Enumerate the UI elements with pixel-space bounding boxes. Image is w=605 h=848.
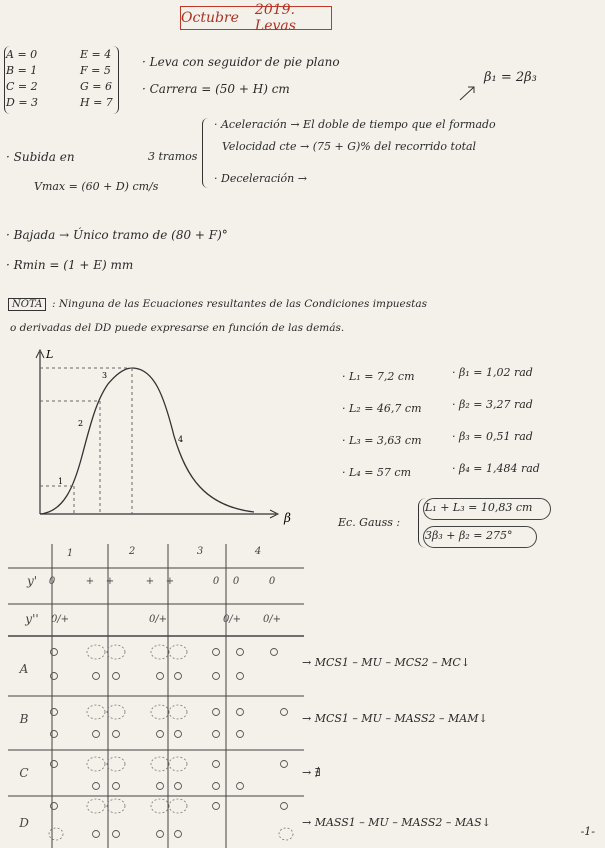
row-header-d: D bbox=[19, 816, 29, 830]
variable-b: B = 1 bbox=[6, 64, 38, 77]
segment-label-2: 2 bbox=[78, 419, 84, 428]
variable-f: F = 5 bbox=[80, 64, 111, 77]
rise-deceleration: · Deceleración → bbox=[214, 172, 307, 185]
y1-cell: 0 bbox=[48, 576, 56, 587]
result-beta2: · β₂ = 3,27 rad bbox=[452, 398, 533, 411]
y2-cell: 0/+ bbox=[262, 614, 282, 625]
variable-row bbox=[6, 48, 120, 64]
note-stroke: · Carrera = (50 + H) cm bbox=[142, 82, 290, 96]
gauss-label: Ec. Gauss : bbox=[338, 516, 401, 529]
variable-d: D = 3 bbox=[6, 96, 39, 109]
variable-row bbox=[6, 64, 120, 80]
rise-constant-velocity: Velocidad cte → (75 + G)% del recorrido total bbox=[222, 140, 477, 153]
y1-cell: + bbox=[105, 576, 115, 587]
result-beta3: · β₃ = 0,51 rad bbox=[452, 430, 533, 443]
y2-cell: 0/+ bbox=[50, 614, 70, 625]
x-axis-label: β bbox=[284, 511, 291, 525]
result-beta4: · β₄ = 1,484 rad bbox=[452, 462, 540, 475]
variable-h: H = 7 bbox=[80, 96, 113, 109]
y2-cell: 0/+ bbox=[222, 614, 242, 625]
nota-line-1: : Ninguna de las Ecuaciones resultantes de las Condiciones impuestas bbox=[52, 298, 427, 310]
result-l3: · L₃ = 3,63 cm bbox=[342, 434, 422, 447]
beta-relation: β₁ = 2β₃ bbox=[484, 70, 537, 85]
variable-c: C = 2 bbox=[6, 80, 38, 93]
lift-curve bbox=[40, 368, 254, 514]
row-header-a: A bbox=[19, 662, 29, 676]
note-follower: · Leva con seguidor de pie plano bbox=[142, 55, 340, 69]
col-header-3: 3 bbox=[196, 546, 204, 557]
sign-marks bbox=[40, 638, 300, 842]
result-l2: · L₂ = 46,7 cm bbox=[342, 402, 422, 415]
y1-cell: + bbox=[165, 576, 175, 587]
variable-list bbox=[6, 48, 120, 112]
y1-cell: 0 bbox=[232, 576, 240, 587]
segment-label-3: 3 bbox=[102, 371, 108, 380]
col-header-2: 2 bbox=[128, 546, 136, 557]
variable-a: A = 0 bbox=[6, 48, 38, 61]
y1-cell: 0 bbox=[212, 576, 220, 587]
vmax: Vmax = (60 + D) cm/s bbox=[34, 180, 159, 193]
nota-line-2: o derivadas del DD puede expresarse en función de las demás. bbox=[10, 322, 345, 334]
y2-cell: 0/+ bbox=[148, 614, 168, 625]
gauss-eq2: 3β₃ + β₂ = 275° bbox=[425, 529, 513, 542]
title-right: 2019. Levas bbox=[254, 2, 296, 34]
rise-tramos: 3 tramos bbox=[148, 150, 198, 163]
result-l4: · L₄ = 57 cm bbox=[342, 466, 412, 479]
variable-row bbox=[6, 96, 120, 112]
side-note-a: → MCS1 – MU – MCS2 – MC↓ bbox=[302, 656, 471, 669]
row-header-c: C bbox=[19, 766, 29, 780]
result-beta1: · β₁ = 1,02 rad bbox=[452, 366, 533, 379]
lift-diagram bbox=[14, 346, 304, 526]
side-note-d: → MASS1 – MU – MASS2 – MAS↓ bbox=[302, 816, 491, 829]
return-note: · Bajada → Único tramo de (80 + F)° bbox=[6, 228, 228, 242]
arrow-icon bbox=[458, 84, 478, 102]
nota-tag: NOTA bbox=[8, 298, 46, 311]
side-note-c: → ∄ bbox=[302, 766, 321, 779]
row-header-y1: y' bbox=[26, 574, 38, 588]
result-l1: · L₁ = 7,2 cm bbox=[342, 370, 415, 383]
row-header-y2: y'' bbox=[25, 612, 39, 626]
y1-cell: + bbox=[145, 576, 155, 587]
rise-label: · Subida en bbox=[6, 150, 75, 164]
segment-label-1: 1 bbox=[58, 477, 64, 486]
page-number: -1- bbox=[580, 825, 595, 838]
row-header-b: B bbox=[19, 712, 29, 726]
col-header-1: 1 bbox=[66, 548, 74, 559]
gauss-eq1: L₁ + L₃ = 10,83 cm bbox=[425, 501, 533, 514]
col-header-4: 4 bbox=[254, 546, 262, 557]
page-title bbox=[180, 2, 332, 34]
y-axis-label: L bbox=[46, 348, 54, 361]
side-note-b: → MCS1 – MU – MASS2 – MAM↓ bbox=[302, 712, 488, 725]
variable-g: G = 6 bbox=[80, 80, 112, 93]
variable-e: E = 4 bbox=[80, 48, 112, 61]
title-left: Octubre bbox=[181, 10, 239, 26]
gauss-equations bbox=[418, 498, 551, 548]
rmin-note: · Rmin = (1 + E) mm bbox=[6, 258, 134, 272]
rise-brace bbox=[202, 118, 209, 188]
segment-label-4: 4 bbox=[178, 435, 184, 444]
variable-row bbox=[6, 80, 120, 96]
rise-acceleration: · Aceleración → El doble de tiempo que el formado bbox=[214, 118, 496, 131]
y1-cell: + bbox=[85, 576, 95, 587]
y1-cell: 0 bbox=[268, 576, 276, 587]
